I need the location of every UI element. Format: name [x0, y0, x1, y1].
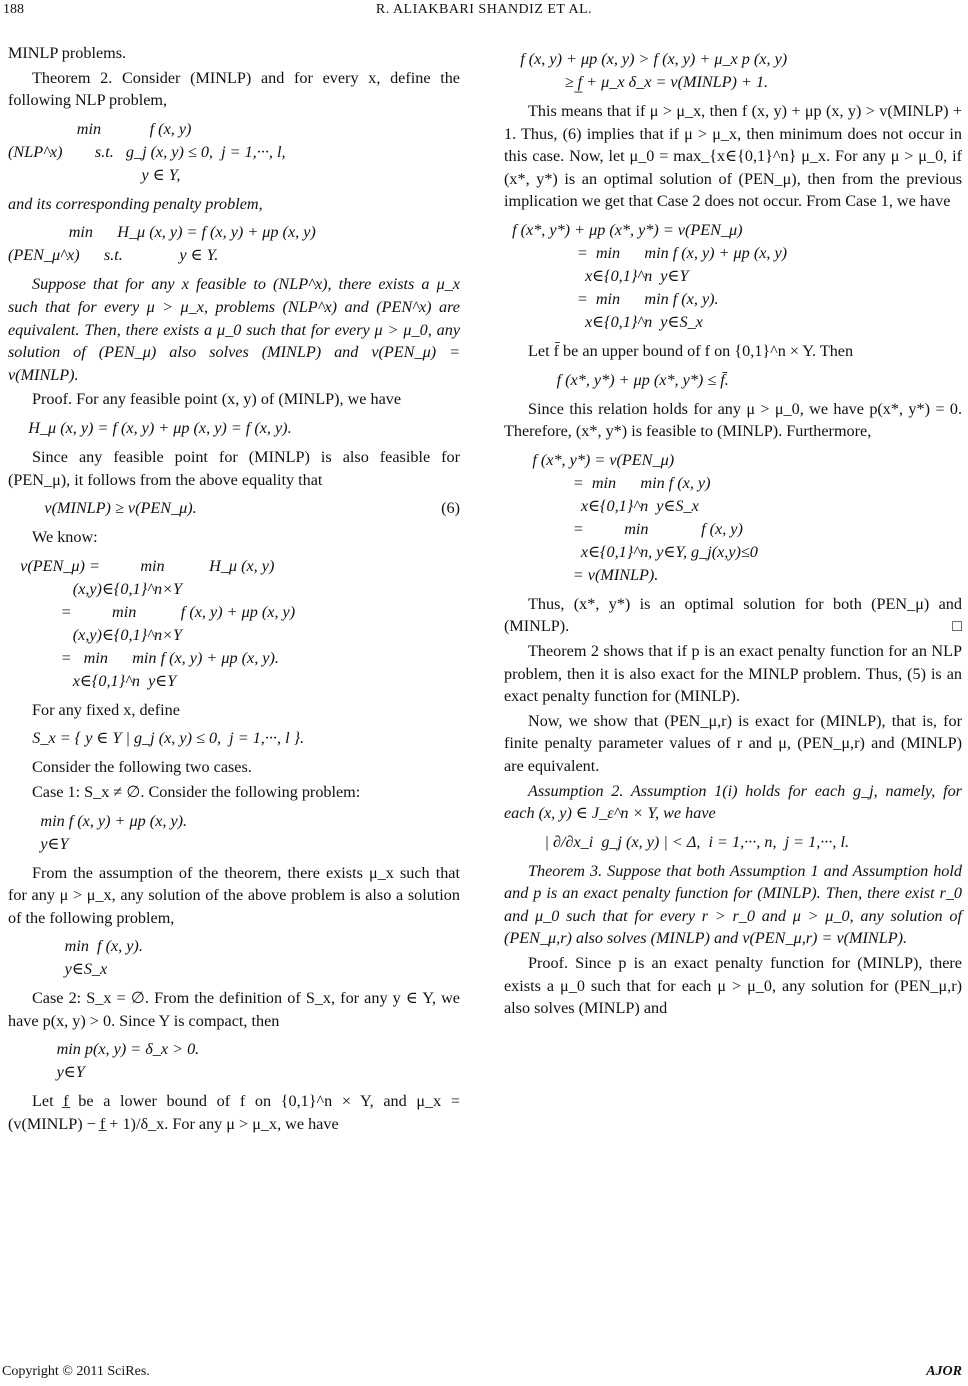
page-header: [0, 2, 968, 26]
paragraph: [8, 699, 460, 722]
equation: [504, 831, 962, 854]
paragraph-text: This means that if μ > μ_x, then f (x, y) + μp (x, y) > v(MINLP) + 1. Thus, (6) implies that if μ > μ_x, then minimum does not occur in this case. Now, let μ_0 = max_{x∈{0,1}^n} μ_x. For any μ > μ_0, if (x*, y*) is an optimal solution of (PEN_μ), then from the previous implication we get that Case 2 does not occur. From Case 1, we have: [504, 102, 962, 211]
paragraph: [8, 781, 460, 804]
equation-text: f (x, y) + μp (x, y) > f (x, y) + μ_x p (x, y) ≥ f̲ + μ_x δ_x = v(MINLP) + 1.: [520, 50, 788, 91]
running-title: R. ALIAKBARI SHANDIZ ET AL.: [375, 2, 593, 17]
paragraph-text: Case 1: S_x ≠ ∅. Consider the following problem:: [32, 782, 361, 801]
paragraph-text: Consider the following two cases.: [32, 758, 252, 777]
equation: [8, 1038, 460, 1084]
paragraph: [8, 987, 460, 1032]
equation: [504, 449, 962, 587]
paragraph-text: Now, we show that (PEN_μ,r) is exact for (MINLP), that is, for finite penalty parameter values of r and μ, (PEN_μ,r) and (MINLP) are equivalent.: [504, 711, 962, 775]
paragraph-text: MINLP problems.: [8, 44, 127, 62]
paragraph-text: Let f̄ be an upper bound of f on {0,1}^n × Y. Then: [528, 341, 854, 360]
qed-symbol: □: [952, 617, 962, 636]
equation: [8, 555, 460, 693]
paragraph-text: Theorem 2 shows that if p is an exact penalty function for an NLP problem, then it is also exact for the MINLP problem. Thus, (5) is an exact penalty function for (MINLP).: [504, 641, 962, 706]
journal-abbreviation: AJOR: [926, 1364, 962, 1379]
equation: [8, 417, 460, 440]
paragraph-text: Case 2: S_x = ∅. From the definition of S_x, for any y ∈ Y, we have p(x, y) > 0. Since Y is compact, then: [8, 989, 460, 1030]
equation: [8, 221, 460, 267]
paragraph-text: Theorem 2. Consider (MINLP) and for every x, define the following NLP problem,: [8, 68, 460, 110]
paragraph: [504, 860, 962, 950]
paragraph: [8, 273, 460, 386]
equation-text: v(MINLP) ≥ v(PEN_μ).: [8, 499, 197, 518]
paragraph: [8, 42, 460, 65]
paragraph: [504, 640, 962, 708]
equation-text: S_x = { y ∈ Y | g_j (x, y) ≤ 0, j = 1,···, l }.: [8, 729, 305, 748]
paragraph: [8, 526, 460, 549]
equation-text: min f (x, y). y∈S_x: [64, 937, 143, 979]
equation-text: | ∂/∂x_i g_j (x, y) | < Δ, i = 1,···, n, j = 1,···, l.: [504, 832, 850, 851]
equation-number: (6): [441, 499, 460, 518]
paragraph: [8, 193, 460, 216]
equation-text: min p(x, y) = δ_x > 0. y∈Y: [56, 1040, 200, 1082]
equation-text: min f (x, y) + μp (x, y). y∈Y: [40, 811, 188, 853]
equation-text: v(PEN_μ) = min H_μ (x, y) (x,y)∈{0,1}^n×Y = min f (x, y) + μp (x, y) (x,y)∈{0,1}^n×Y = min min f (x, y) + μp (x, y). x∈{0,1}^n y∈Y: [20, 556, 296, 690]
paragraph: [8, 1090, 460, 1135]
paragraph-text: Proof. Since p is an exact penalty function for (MINLP), there exists a μ_0 such that for each μ > μ_0, any solution for (PEN_μ,r) also solves (MINLP) and: [504, 954, 962, 1018]
equation: [504, 48, 962, 94]
equation-text: min f (x, y) (NLP^x) s.t. g_j (x, y) ≤ 0, j = 1,···, l, y ∈ Y,: [8, 119, 286, 184]
equation: [504, 219, 962, 334]
paragraph: [8, 446, 460, 491]
paragraph-text: Proof. For any feasible point (x, y) of (MINLP), we have: [32, 390, 402, 409]
paragraph: [8, 67, 460, 112]
equation: [8, 935, 460, 981]
equation-text: min H_μ (x, y) = f (x, y) + μp (x, y) (PEN_μ^x) s.t. y ∈ Y.: [8, 223, 316, 265]
paragraph: [504, 340, 962, 363]
equation: [8, 810, 460, 856]
right-column: [504, 42, 962, 1022]
equation-text: f (x*, y*) + μp (x*, y*) ≤ f̄.: [504, 370, 729, 389]
paragraph: [504, 780, 962, 825]
paragraph-text: and its corresponding penalty problem,: [8, 194, 263, 213]
paragraph-text: Suppose that for any x feasible to (NLP^x), there exists a μ_x such that for every μ > μ_x, problems (NLP^x) and (PEN^x) are equivalent. Then, there exists a μ_0 such that for every μ > μ_0, any solution of (PEN_μ) also solves (MINLP) and v(PEN_μ) = v(MINLP).: [8, 275, 460, 384]
paragraph: [504, 593, 962, 638]
paragraph-text: We know:: [32, 528, 98, 547]
paragraph: [504, 100, 962, 213]
copyright-notice: Copyright © 2011 SciRes.: [2, 1364, 150, 1379]
paragraph-text: From the assumption of the theorem, there exists μ_x such that for any μ > μ_x, any solution of the above problem is also a solution of the following problem,: [8, 863, 460, 927]
paragraph: [8, 862, 460, 930]
equation: [8, 727, 460, 750]
paragraph: [504, 952, 962, 1020]
paragraph-text: Theorem 3. Suppose that both Assumption 1 and Assumption hold and p is an exact penalty function for (MINLP). Then, there exist r_0 and μ_0 such that for every r > r_0 and μ > μ_0, any solution of (PEN_μ,r) also solves (MINLP) and v(PEN_μ,r) = v(MINLP).: [504, 861, 962, 948]
paragraph-text: Since any feasible point for (MINLP) is also feasible for (PEN_μ), it follows from the above equality that: [8, 447, 460, 489]
paragraph: [8, 388, 460, 411]
page-number: 188: [3, 2, 24, 17]
paragraph-text: Thus, (x*, y*) is an optimal solution for both (PEN_μ) and (MINLP).: [504, 594, 962, 636]
paragraph-text: Let f̲ be a lower bound of f on {0,1}^n × Y, and μ_x = (v(MINLP) − f̲ + 1)/δ_x. For any μ > μ_x, we have: [8, 1092, 460, 1134]
equation: [8, 497, 460, 520]
equation: [504, 369, 962, 392]
paragraph-text: Since this relation holds for any μ > μ_0, we have p(x*, y*) = 0. Therefore, (x*, y*) is feasible to (MINLP). Furthermore,: [504, 399, 962, 441]
paragraph: [8, 756, 460, 779]
paragraph: [504, 398, 962, 443]
paragraph-text: Assumption 2. Assumption 1(i) holds for each g_j, namely, for each (x, y) ∈ J_ε^n × Y, we have: [504, 781, 962, 823]
left-column: [8, 42, 460, 1138]
paragraph: [504, 710, 962, 778]
equation-text: f (x*, y*) + μp (x*, y*) = v(PEN_μ) = min min f (x, y) + μp (x, y) x∈{0,1}^n y∈Y = min min f (x, y). x∈{0,1}^n y∈S_x: [512, 220, 788, 331]
paragraph-text: For any fixed x, define: [32, 700, 180, 719]
equation-text: f (x*, y*) = v(PEN_μ) = min min f (x, y) x∈{0,1}^n y∈S_x = min f (x, y) x∈{0,1}^n, y∈Y, g_j(x,y)≤0 = v(MINLP).: [532, 450, 758, 584]
equation: [8, 118, 460, 187]
equation-text: H_μ (x, y) = f (x, y) + μp (x, y) = f (x, y).: [8, 418, 292, 437]
